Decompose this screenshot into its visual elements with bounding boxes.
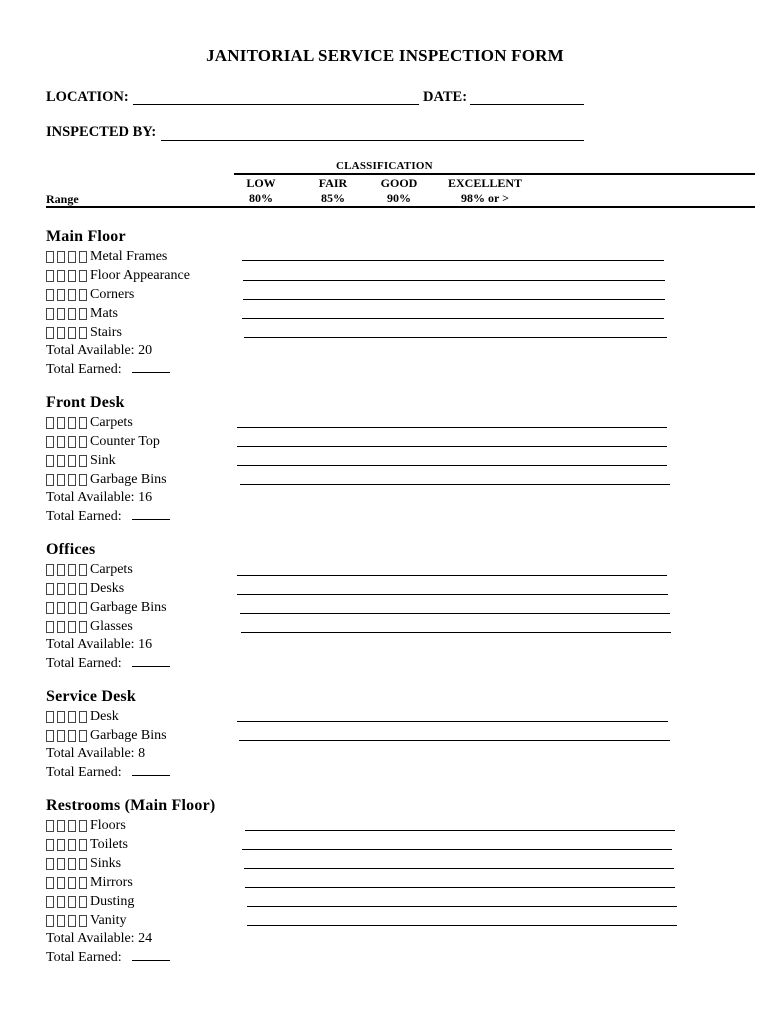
checkbox[interactable]	[57, 436, 65, 448]
checkbox[interactable]	[68, 564, 76, 576]
checkbox[interactable]	[46, 877, 54, 889]
column-low-pct: 80%	[249, 191, 273, 205]
checkbox[interactable]	[57, 711, 65, 723]
checkbox[interactable]	[68, 839, 76, 851]
comment-line[interactable]	[243, 299, 665, 300]
checkbox[interactable]	[79, 896, 87, 908]
item-label: Floors	[90, 818, 126, 833]
checkbox[interactable]	[79, 289, 87, 301]
total-available: Total Available: 8	[46, 746, 146, 761]
total-earned-row	[46, 763, 686, 781]
checkbox[interactable]	[79, 602, 87, 614]
checkbox[interactable]	[46, 436, 54, 448]
item-label: Garbage Bins	[90, 728, 167, 743]
checkbox[interactable]	[46, 621, 54, 633]
checkbox[interactable]	[46, 820, 54, 832]
date-field[interactable]	[470, 91, 584, 105]
checklist-item	[46, 726, 686, 745]
comment-line[interactable]	[240, 613, 670, 614]
item-label: Floor Appearance	[90, 268, 190, 283]
rating-checkboxes	[46, 858, 87, 870]
total-available: Total Available: 24	[46, 931, 153, 946]
checklist-item	[46, 617, 686, 636]
item-label: Sinks	[90, 856, 122, 871]
checkbox[interactable]	[57, 455, 65, 467]
checklist-item	[46, 266, 686, 285]
checkbox[interactable]	[68, 711, 76, 723]
item-label: Carpets	[90, 562, 133, 577]
section-offices	[46, 539, 686, 672]
section-title: Service Desk	[46, 688, 136, 705]
checkbox[interactable]	[57, 270, 65, 282]
section-service-desk	[46, 686, 686, 781]
comment-line[interactable]	[237, 465, 667, 466]
checkbox[interactable]	[46, 915, 54, 927]
column-good-pct: 90%	[387, 191, 411, 205]
checkbox[interactable]	[79, 417, 87, 429]
checkbox[interactable]	[57, 564, 65, 576]
comment-line[interactable]	[242, 260, 664, 261]
comment-line[interactable]	[237, 446, 667, 447]
checkbox[interactable]	[57, 474, 65, 486]
rating-checkboxes	[46, 915, 87, 927]
checklist-item	[46, 432, 686, 451]
rating-checkboxes	[46, 308, 87, 320]
inspected-by-label: INSPECTED BY:	[46, 124, 157, 140]
rating-checkboxes	[46, 602, 87, 614]
rating-checkboxes	[46, 820, 87, 832]
rating-checkboxes	[46, 896, 87, 908]
checkbox[interactable]	[79, 308, 87, 320]
comment-line[interactable]	[242, 849, 672, 850]
checkbox[interactable]	[46, 251, 54, 263]
classification-heading: CLASSIFICATION	[336, 160, 433, 172]
column-excellent-name: EXCELLENT	[447, 176, 523, 190]
checkbox[interactable]	[57, 896, 65, 908]
section-title: Offices	[46, 541, 96, 558]
checkbox[interactable]	[79, 270, 87, 282]
checkbox[interactable]	[68, 858, 76, 870]
checkbox[interactable]	[57, 417, 65, 429]
rating-checkboxes	[46, 417, 87, 429]
item-label: Mirrors	[90, 875, 133, 890]
section-restrooms-main-floor	[46, 795, 686, 966]
form-title: JANITORIAL SERVICE INSPECTION FORM	[206, 46, 564, 65]
section-title: Restrooms (Main Floor)	[46, 797, 216, 814]
checkbox[interactable]	[46, 417, 54, 429]
checkbox[interactable]	[68, 270, 76, 282]
checkbox[interactable]	[46, 839, 54, 851]
checkbox[interactable]	[57, 327, 65, 339]
total-earned-label: Total Earned:	[46, 362, 122, 377]
checkbox[interactable]	[79, 327, 87, 339]
checklist-item	[46, 413, 686, 432]
checklist-item	[46, 835, 686, 854]
comment-line[interactable]	[237, 721, 668, 722]
total-earned-row	[46, 507, 686, 525]
checkbox[interactable]	[46, 474, 54, 486]
classification-bottom-rule	[46, 206, 755, 208]
checklist-item	[46, 598, 686, 617]
rating-checkboxes	[46, 455, 87, 467]
comment-line[interactable]	[244, 868, 674, 869]
checkbox[interactable]	[79, 915, 87, 927]
rating-checkboxes	[46, 474, 87, 486]
total-earned-field[interactable]	[132, 948, 170, 961]
checkbox[interactable]	[57, 858, 65, 870]
total-available: Total Available: 16	[46, 490, 153, 505]
column-fair	[308, 176, 358, 206]
range-label: Range	[46, 192, 79, 206]
checklist-item	[46, 854, 686, 873]
column-good-name: GOOD	[380, 176, 418, 190]
item-label: Stairs	[90, 325, 122, 340]
item-label: Desks	[90, 581, 125, 596]
item-label: Mats	[90, 306, 118, 321]
item-label: Desk	[90, 709, 119, 724]
rating-checkboxes	[46, 621, 87, 633]
comment-line[interactable]	[245, 887, 675, 888]
checkbox[interactable]	[46, 896, 54, 908]
checkbox[interactable]	[68, 474, 76, 486]
rating-checkboxes	[46, 877, 87, 889]
comment-line[interactable]	[237, 427, 667, 428]
section-front-desk	[46, 392, 686, 525]
total-earned-label: Total Earned:	[46, 509, 122, 524]
item-label: Sink	[90, 453, 116, 468]
comment-line[interactable]	[242, 318, 664, 319]
checklist-item	[46, 451, 686, 470]
checkbox[interactable]	[79, 564, 87, 576]
checklist-item	[46, 560, 686, 579]
checkbox[interactable]	[57, 251, 65, 263]
checkbox[interactable]	[68, 583, 76, 595]
checklist-item	[46, 470, 686, 489]
total-available: Total Available: 16	[46, 637, 153, 652]
checkbox[interactable]	[79, 455, 87, 467]
column-low-name: LOW	[246, 176, 276, 190]
rating-checkboxes	[46, 583, 87, 595]
checkbox[interactable]	[79, 711, 87, 723]
item-label: Metal Frames	[90, 249, 168, 264]
checklist-item	[46, 579, 686, 598]
checkbox[interactable]	[68, 915, 76, 927]
checkbox[interactable]	[57, 839, 65, 851]
checkbox[interactable]	[79, 621, 87, 633]
checklist-item	[46, 304, 686, 323]
total-earned-field[interactable]	[132, 360, 170, 373]
section-main-floor	[46, 226, 686, 378]
item-label: Corners	[90, 287, 135, 302]
checkbox[interactable]	[68, 455, 76, 467]
total-earned-row	[46, 654, 686, 672]
comment-line[interactable]	[247, 906, 677, 907]
checkbox[interactable]	[68, 730, 76, 742]
checkbox[interactable]	[46, 455, 54, 467]
checklist-item	[46, 247, 686, 266]
checklist-item	[46, 892, 686, 911]
item-label: Vanity	[90, 913, 127, 928]
rating-checkboxes	[46, 289, 87, 301]
column-fair-name: FAIR	[318, 176, 348, 190]
column-low	[236, 176, 286, 206]
checkbox[interactable]	[57, 583, 65, 595]
column-excellent-pct: 98% or >	[461, 191, 509, 205]
checkbox[interactable]	[79, 474, 87, 486]
item-label: Counter Top	[90, 434, 160, 449]
rating-checkboxes	[46, 436, 87, 448]
item-label: Glasses	[90, 619, 133, 634]
checkbox[interactable]	[68, 877, 76, 889]
total-earned-field[interactable]	[132, 507, 170, 520]
checkbox[interactable]	[68, 308, 76, 320]
checkbox[interactable]	[68, 896, 76, 908]
checkbox[interactable]	[57, 877, 65, 889]
checkbox[interactable]	[79, 436, 87, 448]
checkbox[interactable]	[57, 820, 65, 832]
rating-checkboxes	[46, 730, 87, 742]
total-earned-label: Total Earned:	[46, 656, 122, 671]
checkbox[interactable]	[68, 289, 76, 301]
checkbox[interactable]	[68, 602, 76, 614]
checklist-item	[46, 873, 686, 892]
inspected-by-field[interactable]	[161, 127, 584, 141]
checkbox[interactable]	[57, 308, 65, 320]
checkbox[interactable]	[79, 839, 87, 851]
checkbox[interactable]	[68, 417, 76, 429]
checkbox[interactable]	[79, 251, 87, 263]
checkbox[interactable]	[46, 564, 54, 576]
checkbox[interactable]	[79, 858, 87, 870]
checklist-item	[46, 285, 686, 304]
total-earned-label: Total Earned:	[46, 765, 122, 780]
total-earned-field[interactable]	[132, 654, 170, 667]
total-earned-field[interactable]	[132, 763, 170, 776]
comment-line[interactable]	[245, 830, 675, 831]
item-label: Garbage Bins	[90, 600, 167, 615]
section-title: Main Floor	[46, 228, 126, 245]
checkbox[interactable]	[46, 711, 54, 723]
checklist-item	[46, 323, 686, 342]
rating-checkboxes	[46, 564, 87, 576]
checkbox[interactable]	[57, 915, 65, 927]
item-label: Carpets	[90, 415, 133, 430]
checkbox[interactable]	[68, 820, 76, 832]
total-earned-row	[46, 360, 686, 378]
rating-checkboxes	[46, 251, 87, 263]
checkbox[interactable]	[46, 270, 54, 282]
location-field[interactable]	[133, 91, 419, 105]
checklist-item	[46, 911, 686, 930]
checkbox[interactable]	[79, 583, 87, 595]
checkbox[interactable]	[57, 730, 65, 742]
checkbox[interactable]	[68, 436, 76, 448]
checkbox[interactable]	[57, 602, 65, 614]
column-fair-pct: 85%	[321, 191, 345, 205]
comment-line[interactable]	[247, 925, 677, 926]
checkbox[interactable]	[46, 583, 54, 595]
checkbox[interactable]	[79, 820, 87, 832]
checkbox[interactable]	[46, 327, 54, 339]
item-label: Garbage Bins	[90, 472, 167, 487]
column-good	[373, 176, 425, 206]
comment-line[interactable]	[241, 632, 671, 633]
classification-top-rule	[234, 173, 755, 175]
checkbox[interactable]	[46, 858, 54, 870]
rating-checkboxes	[46, 270, 87, 282]
column-excellent	[440, 176, 530, 206]
checkbox[interactable]	[46, 289, 54, 301]
comment-line[interactable]	[237, 575, 667, 576]
checkbox[interactable]	[68, 327, 76, 339]
checklist-item	[46, 707, 686, 726]
checkbox[interactable]	[68, 251, 76, 263]
item-label: Dusting	[90, 894, 135, 909]
date-label: DATE:	[423, 89, 468, 105]
comment-line[interactable]	[244, 337, 667, 338]
checkbox[interactable]	[68, 621, 76, 633]
comment-line[interactable]	[243, 280, 665, 281]
checkbox[interactable]	[46, 602, 54, 614]
checkbox[interactable]	[46, 308, 54, 320]
total-earned-row	[46, 948, 686, 966]
rating-checkboxes	[46, 839, 87, 851]
rating-checkboxes	[46, 711, 87, 723]
checkbox[interactable]	[46, 730, 54, 742]
checklist-item	[46, 816, 686, 835]
checkbox[interactable]	[79, 730, 87, 742]
checkbox[interactable]	[79, 877, 87, 889]
checkbox[interactable]	[57, 289, 65, 301]
total-earned-label: Total Earned:	[46, 950, 122, 965]
location-label: LOCATION:	[46, 89, 129, 105]
total-available: Total Available: 20	[46, 343, 153, 358]
rating-checkboxes	[46, 327, 87, 339]
comment-line[interactable]	[240, 484, 670, 485]
item-label: Toilets	[90, 837, 128, 852]
comment-line[interactable]	[237, 594, 668, 595]
comment-line[interactable]	[239, 740, 670, 741]
checkbox[interactable]	[57, 621, 65, 633]
section-title: Front Desk	[46, 394, 125, 411]
